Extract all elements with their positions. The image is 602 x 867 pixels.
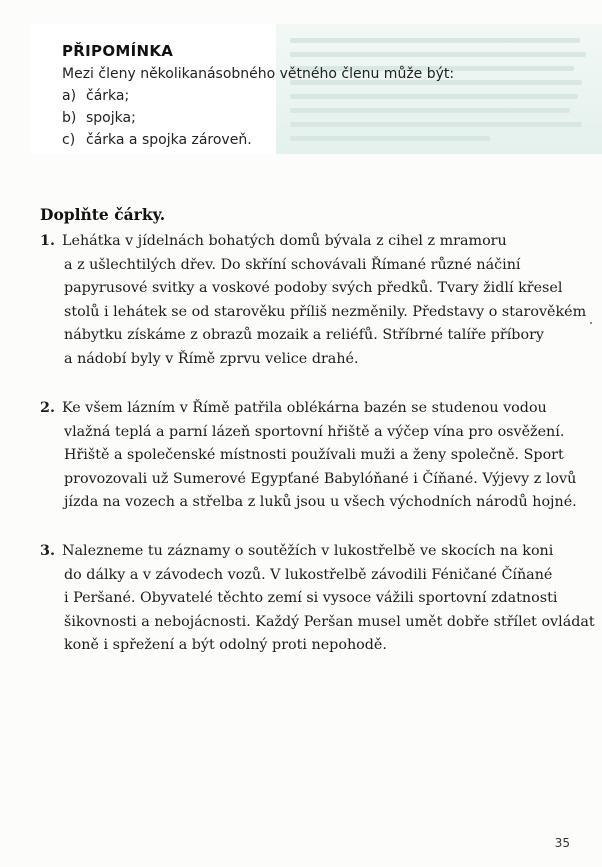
note-option: [62, 88, 129, 104]
print-speck: [590, 322, 592, 324]
exercise-item-number: 3.: [40, 543, 55, 559]
exercise-item: [40, 397, 580, 515]
exercise-item-number: 2.: [40, 400, 55, 416]
exercise-line: do dálky a v závodech vozů. V lukostřelbě závodili Féničané Číňané: [64, 566, 553, 583]
note-option-key: c): [62, 132, 76, 148]
exercise-line: nábytku získáme z obrazů mozaik a reliéfů. Stříbrné talíře příbory: [64, 327, 544, 344]
note-option-key: a): [62, 88, 77, 104]
exercise-line: vlažná teplá a parní lázeň sportovní hřiště a výčep vína pro osvěžení.: [64, 423, 565, 440]
exercise-item-number: 1.: [40, 233, 55, 249]
exercise-line: Nalezneme tu záznamy o soutěžích v lukostřelbě ve skocích na koni: [62, 543, 554, 559]
exercise-line: koně i spřežení a být odolný proti nepohodě.: [64, 637, 387, 654]
bleed-through-line: [290, 136, 490, 141]
exercise-line: i Peršané. Obyvatelé těchto zemí si vysoce vážili sportovní zdatnosti: [64, 590, 558, 607]
bleed-through-line: [290, 38, 580, 43]
bleed-through-line: [290, 94, 578, 99]
exercise-line: stolů i lehátek se od starověku příliš nezměnily. Představy o starověkém: [64, 303, 587, 320]
bleed-through-line: [290, 108, 570, 113]
exercise-line: Ke všem lázním v Římě patřila oblékárna bazén se studenou vodou: [62, 400, 547, 416]
note-text: Mezi členy několikanásobného větného členu může být:: [62, 66, 455, 82]
exercise-line: Hřiště a společenské místnosti používali muži a ženy společně. Sport: [64, 447, 564, 464]
note-option-key: b): [62, 110, 77, 126]
exercise-line: Lehátka v jídelnách bohatých domů bývala z cihel z mramoru: [62, 233, 507, 249]
exercise-line: a z ušlechtilých dřev. Do skříní schovávali Římané různé náčiní: [64, 256, 521, 273]
bleed-through-line: [290, 52, 586, 57]
note-option-text: čárka;: [86, 88, 130, 104]
exercise-line: a nádobí byly v Římě zprvu velice drahé.: [64, 350, 359, 367]
note-option: [62, 110, 136, 126]
bleed-through-line: [290, 122, 582, 127]
exercise-line: šikovnosti a nebojácnosti. Každý Peršan musel umět dobře střílet ovládat: [64, 613, 595, 630]
bleed-through-background: [276, 24, 602, 154]
note-option-text: spojka;: [86, 110, 136, 126]
exercise-line: papyrusové svitky a voskové podoby svých předků. Tvary židlí křesel: [64, 280, 563, 297]
note-option-text: čárka a spojka zároveň.: [86, 132, 252, 148]
exercise-item: [40, 540, 595, 658]
note-title: PŘIPOMÍNKA: [62, 42, 174, 60]
exercise-heading: Doplňte čárky.: [40, 205, 166, 224]
page-number: 35: [554, 836, 570, 850]
exercise-line: jízda na vozech a střelba z luků jsou u všech východních národů hojné.: [64, 494, 577, 511]
exercise-item: [40, 230, 587, 372]
note-option: [62, 132, 252, 148]
exercise-line: provozovali už Sumerové Egypťané Babylóňané i Číňané. Výjevy z lovů: [64, 470, 577, 487]
